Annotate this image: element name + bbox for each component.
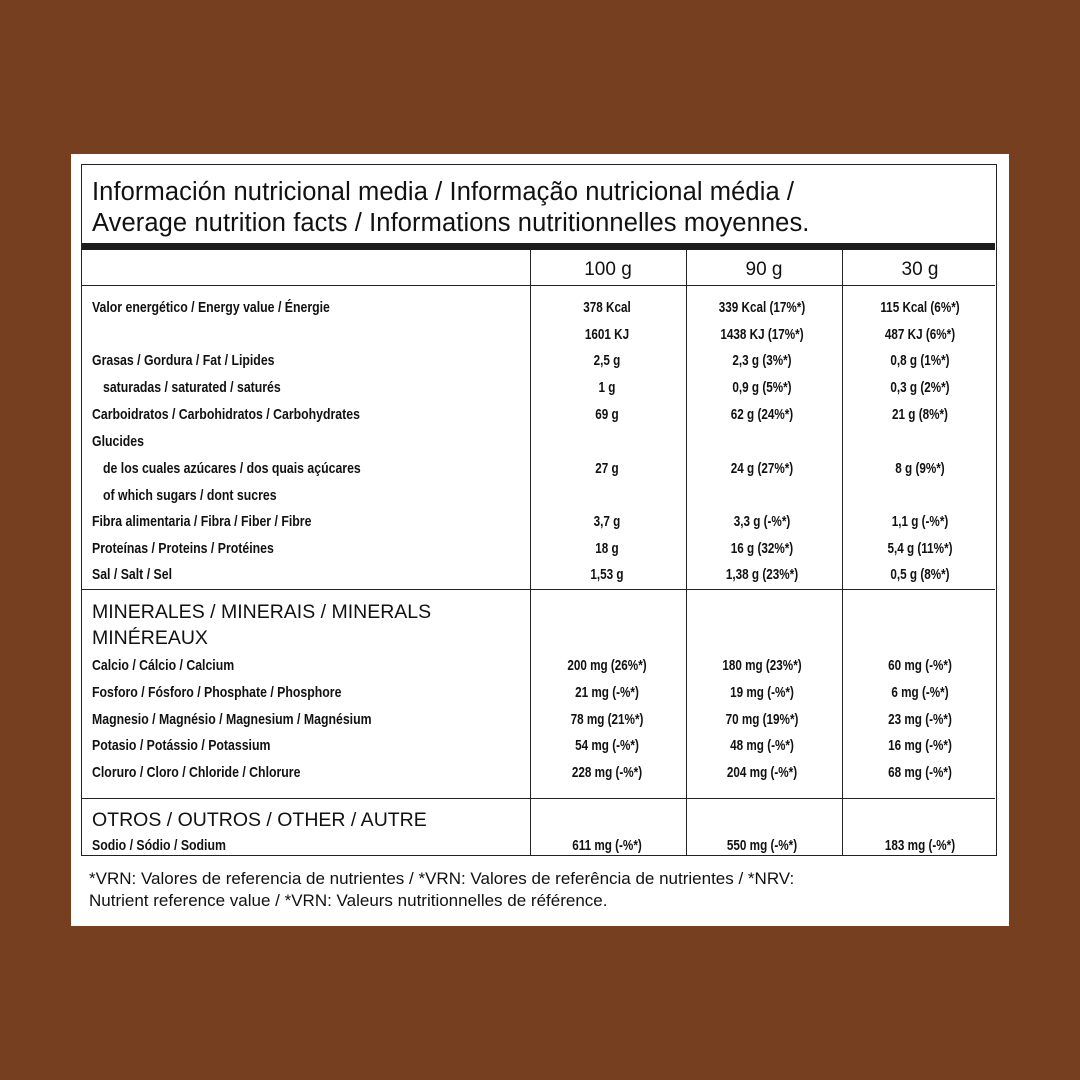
value-100g: 21 mg (-%*)	[575, 684, 639, 701]
value-90g: 339 Kcal (17%*)	[718, 299, 806, 316]
row-label: de los cuales azúcares / dos quais açúcares	[103, 460, 361, 477]
value-100g: 69 g	[595, 406, 619, 423]
value-100g: 1,53 g	[590, 566, 624, 583]
value-30g: 1,1 g (-%*)	[891, 513, 949, 530]
footnote	[89, 868, 989, 912]
column-header-100g: 100 g	[584, 259, 632, 280]
value-100g: 1 g	[598, 379, 616, 396]
row-label: Fibra alimentaria / Fibra / Fiber / Fibre	[92, 513, 312, 530]
row-label: of which sugars / dont sucres	[103, 487, 277, 504]
minerals-heading-line-2: MINÉREAUX	[92, 627, 208, 649]
value-100g: 378 Kcal	[583, 299, 631, 316]
column-divider-3	[842, 250, 843, 855]
value-90g: 19 mg (-%*)	[730, 684, 794, 701]
row-label: Sodio / Sódio / Sodium	[92, 837, 226, 854]
value-30g: 5,4 g (11%*)	[887, 540, 953, 557]
row-label: Cloruro / Cloro / Chloride / Chlorure	[92, 764, 301, 781]
value-30g: 487 KJ (6%*)	[884, 326, 956, 343]
value-90g: 204 mg (-%*)	[726, 764, 798, 781]
row-label: Potasio / Potássio / Potassium	[92, 737, 271, 754]
value-30g: 23 mg (-%*)	[888, 711, 952, 728]
value-100g: 200 mg (26%*)	[567, 657, 647, 674]
value-30g: 0,3 g (2%*)	[890, 379, 950, 396]
value-90g: 70 mg (19%*)	[725, 711, 799, 728]
value-90g: 180 mg (23%*)	[722, 657, 802, 674]
value-90g: 62 g (24%*)	[730, 406, 794, 423]
value-30g: 0,5 g (8%*)	[890, 566, 950, 583]
row-label: Fosforo / Fósforo / Phosphate / Phosphore	[92, 684, 342, 701]
nutrition-label-card	[71, 154, 1009, 926]
value-30g: 0,8 g (1%*)	[890, 352, 950, 369]
column-header-90g: 90 g	[745, 259, 783, 280]
row-label: Glucides	[92, 433, 144, 450]
nutrition-table	[81, 164, 997, 856]
value-90g: 0,9 g (5%*)	[732, 379, 792, 396]
row-label: Sal / Salt / Sel	[92, 566, 172, 583]
value-100g: 78 mg (21%*)	[570, 711, 644, 728]
value-30g: 115 Kcal (6%*)	[880, 299, 960, 316]
row-label: Carboidratos / Carbohidratos / Carbohydrates	[92, 406, 360, 423]
column-header-30g: 30 g	[901, 259, 939, 280]
value-100g: 3,7 g	[593, 513, 621, 530]
others-section-divider	[82, 798, 995, 799]
value-90g: 1438 KJ (17%*)	[720, 326, 804, 343]
row-label: Proteínas / Proteins / Protéines	[92, 540, 274, 557]
value-30g: 6 mg (-%*)	[891, 684, 949, 701]
value-90g: 24 g (27%*)	[730, 460, 794, 477]
value-100g: 27 g	[595, 460, 619, 477]
value-100g: 611 mg (-%*)	[572, 837, 642, 854]
value-90g: 2,3 g (3%*)	[732, 352, 792, 369]
row-label: saturadas / saturated / saturés	[103, 379, 281, 396]
value-90g: 16 g (32%*)	[730, 540, 794, 557]
value-30g: 60 mg (-%*)	[888, 657, 952, 674]
value-30g: 21 g (8%*)	[892, 406, 948, 423]
value-90g: 550 mg (-%*)	[726, 837, 798, 854]
value-100g: 1601 KJ	[584, 326, 630, 343]
value-100g: 228 mg (-%*)	[571, 764, 643, 781]
value-30g: 68 mg (-%*)	[888, 764, 952, 781]
title-divider-bar	[82, 243, 995, 250]
column-divider-1	[530, 250, 531, 855]
value-30g: 8 g (9%*)	[895, 460, 945, 477]
minerals-heading-line-1: MINERALES / MINERAIS / MINERALS	[92, 601, 432, 623]
value-100g: 54 mg (-%*)	[575, 737, 639, 754]
value-90g: 1,38 g (23%*)	[725, 566, 799, 583]
footnote-line-1: *VRN: Valores de referencia de nutrientes / *VRN: Valores de referência de nutrientes / *NRV:	[89, 869, 795, 888]
table-title	[92, 177, 992, 239]
title-line-2: Average nutrition facts / Informations nutritionnelles moyennes.	[92, 209, 810, 237]
column-divider-2	[686, 250, 687, 855]
others-heading: OTROS / OUTROS / OTHER / AUTRE	[92, 809, 427, 831]
minerals-section-divider	[82, 589, 995, 590]
value-100g: 2,5 g	[593, 352, 621, 369]
value-90g: 48 mg (-%*)	[730, 737, 794, 754]
value-30g: 16 mg (-%*)	[888, 737, 952, 754]
row-label: Magnesio / Magnésio / Magnesium / Magnésium	[92, 711, 372, 728]
value-30g: 183 mg (-%*)	[884, 837, 956, 854]
value-100g: 18 g	[595, 540, 619, 557]
title-line-1: Información nutricional media / Informação nutricional média /	[92, 178, 795, 206]
row-label: Valor energético / Energy value / Énergie	[92, 299, 330, 316]
row-label: Calcio / Cálcio / Calcium	[92, 657, 235, 674]
footnote-line-2: Nutrient reference value / *VRN: Valeurs nutritionnelles de référence.	[89, 891, 608, 910]
header-row-divider	[82, 285, 995, 286]
row-label: Grasas / Gordura / Fat / Lipides	[92, 352, 275, 369]
value-90g: 3,3 g (-%*)	[733, 513, 791, 530]
